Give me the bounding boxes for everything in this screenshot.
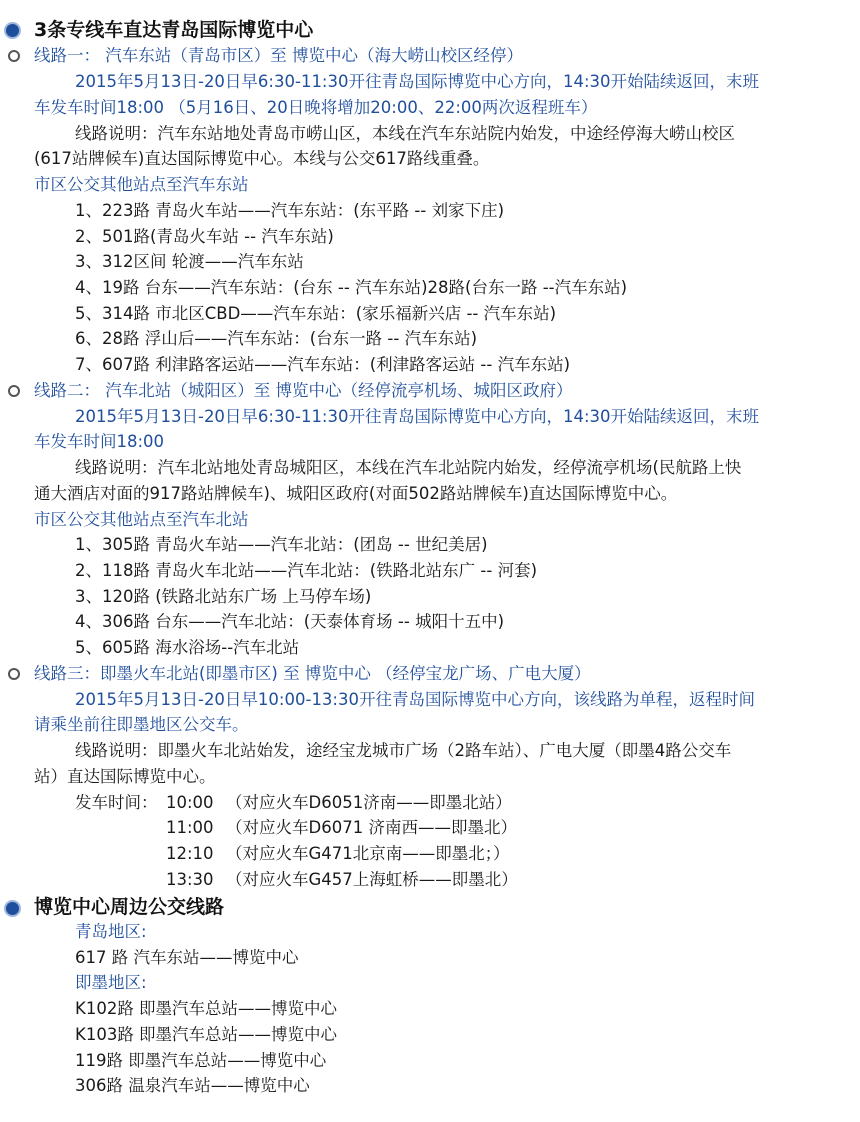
route-bullet-icon <box>8 668 20 680</box>
departure-note: （对应火车G471北京南——即墨北；） <box>226 844 510 863</box>
route-bullet-icon <box>8 50 20 62</box>
departure-note: （对应火车D6071 济南西——即墨北） <box>226 818 517 837</box>
qingdao-bus-item: 617 路 汽车东站——博览中心 <box>75 948 299 967</box>
route1-desc-2: (617站牌候车)直达国际博览中心。本线与公交617路线重叠。 <box>34 149 490 168</box>
route1-bus-item: 7、607路 利津路客运站——汽车东站：(利津路客运站 -- 汽车东站) <box>75 355 571 374</box>
route2-bus-item: 3、120路 (铁路北站东广场 上马停车场) <box>75 587 372 606</box>
route3-title: 线路三：即墨火车北站(即墨市区) 至 博览中心 （经停宝龙广场、广电大厦） <box>34 664 591 683</box>
route2-bus-item: 2、118路 青岛火车北站——汽车北站：(铁路北站东广 -- 河套) <box>75 561 538 580</box>
jimo-bus-item: K103路 即墨汽车总站——博览中心 <box>75 1025 338 1044</box>
route1-bus-item: 2、501路(青岛火车站 -- 汽车东站) <box>75 227 334 246</box>
route1-title: 线路一： 汽车东站（青岛市区）至 博览中心（海大崂山校区经停） <box>34 46 523 65</box>
route1-bus-item: 3、312区间 轮渡——汽车东站 <box>75 252 304 271</box>
departure-note: （对应火车G457上海虹桥——即墨北） <box>226 870 518 889</box>
jimo-heading: 即墨地区: <box>75 973 147 992</box>
departure-note: （对应火车D6051济南——即墨北站） <box>226 793 512 812</box>
route1-schedule-1: 2015年5月13日-20日早6:30-11:30开往青岛国际博览中心方向，14:30开始陆续返回，末班 <box>75 72 760 91</box>
route3-desc-2: 站）直达国际博览中心。 <box>34 767 216 786</box>
route1-bus-heading: 市区公交其他站点至汽车东站 <box>34 175 249 194</box>
route1-bus-item: 5、314路 市北区CBD——汽车东站：(家乐福新兴店 -- 汽车东站) <box>75 304 557 323</box>
route1-schedule-2: 车发车时间18:00 （5月16日、20日晚将增加20:00、22:00两次返程班车） <box>34 98 598 117</box>
route2-desc-1: 线路说明：汽车北站地处青岛城阳区，本线在汽车北站院内始发，经停流亭机场(民航路上快 <box>75 458 742 477</box>
section-bullet-icon <box>4 22 21 39</box>
section2-title: 博览中心周边公交线路 <box>34 896 225 918</box>
departure-time: 11:00 <box>166 818 214 837</box>
route2-desc-2: 通大酒店对面的917路站牌候车)、城阳区政府(对面502路站牌候车)直达国际博览中心。 <box>34 484 678 503</box>
departure-label: 发车时间： <box>75 793 158 812</box>
departure-time: 13:30 <box>166 870 214 889</box>
route2-bus-item: 4、306路 台东——汽车北站：(天泰体育场 -- 城阳十五中) <box>75 612 505 631</box>
route1-bus-item: 6、28路 浮山后——汽车东站：(台东一路 -- 汽车东站) <box>75 329 478 348</box>
section1-title: 3条专线车直达青岛国际博览中心 <box>34 19 314 41</box>
qingdao-heading: 青岛地区: <box>75 922 147 941</box>
route2-bus-item: 5、605路 海水浴场--汽车北站 <box>75 638 300 657</box>
route2-title: 线路二： 汽车北站（城阳区）至 博览中心（经停流亭机场、城阳区政府） <box>34 381 573 400</box>
route1-desc-1: 线路说明：汽车东站地处青岛市崂山区，本线在汽车东站院内始发，中途经停海大崂山校区 <box>75 124 735 143</box>
route2-schedule-2: 车发车时间18:00 <box>34 432 165 451</box>
jimo-bus-item: K102路 即墨汽车总站——博览中心 <box>75 999 338 1018</box>
jimo-bus-item: 119路 即墨汽车总站——博览中心 <box>75 1051 327 1070</box>
route2-schedule-1: 2015年5月13日-20日早6:30-11:30开往青岛国际博览中心方向，14:30开始陆续返回，末班 <box>75 407 760 426</box>
jimo-bus-item: 306路 温泉汽车站——博览中心 <box>75 1076 310 1095</box>
route1-bus-item: 4、19路 台东——汽车东站：(台东 -- 汽车东站)28路(台东一路 --汽车东站) <box>75 278 628 297</box>
route-bullet-icon <box>8 385 20 397</box>
route3-desc-1: 线路说明：即墨火车北站始发，途经宝龙城市广场（2路车站）、广电大厦（即墨4路公交车 <box>75 741 732 760</box>
route3-schedule-2: 请乘坐前往即墨地区公交车。 <box>34 715 249 734</box>
route1-bus-item: 1、223路 青岛火车站——汽车东站：(东平路 -- 刘家下庄) <box>75 201 505 220</box>
route3-schedule-1: 2015年5月13日-20日早10:00-13:30开往青岛国际博览中心方向，该线路为单程，返程时间 <box>75 690 755 709</box>
section-bullet-icon <box>4 900 21 917</box>
departure-time: 12:10 <box>166 844 214 863</box>
route2-bus-item: 1、305路 青岛火车站——汽车北站：(团岛 -- 世纪美居) <box>75 535 488 554</box>
route2-bus-heading: 市区公交其他站点至汽车北站 <box>34 510 249 529</box>
departure-time: 10:00 <box>166 793 214 812</box>
